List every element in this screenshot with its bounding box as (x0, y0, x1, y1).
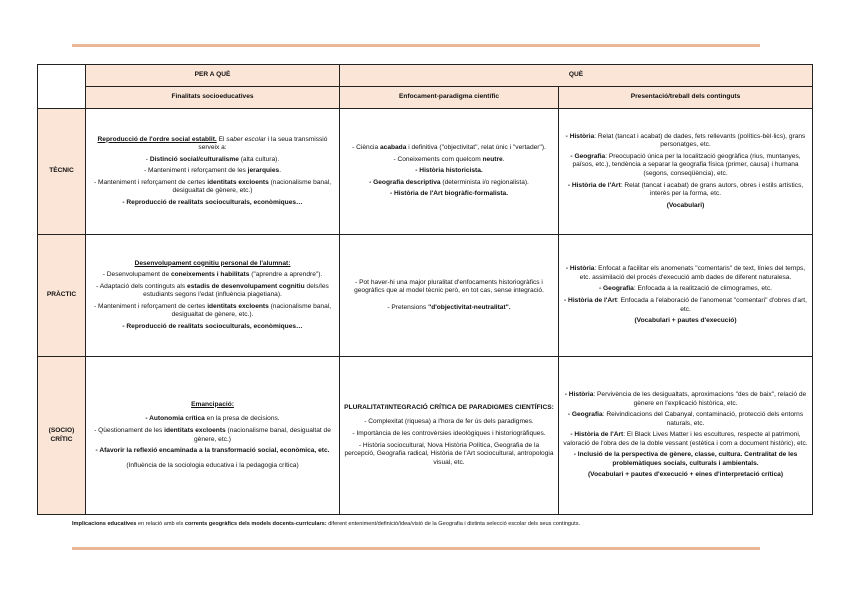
tecnic-presentacio-item-4: (Vocabulari) (666, 201, 705, 209)
critic-finalitats-item-2: - Qüestionament de les identitats excloents (nacionalisme banal, desigualtat de gènere, etc.) (94, 426, 331, 443)
header-finalitats: Finalitats socioeducatives (86, 87, 340, 109)
practic-presentacio-cell (559, 235, 813, 357)
tecnic-enfocament-item-2: - Coneixements com quelcom neutre. (393, 155, 505, 163)
tecnic-finalitats-cell (86, 109, 340, 235)
tecnic-finalitats-title: Reproducció de l'ordre social establit. (97, 135, 217, 143)
critic-presentacio-item-5: (Vocabulari + pautes d'execució + eines d'interpretació crítica) (587, 471, 784, 479)
practic-finalitats-title: Desenvolupament cognitiu personal de l'alumnat: (134, 259, 291, 267)
bottom-decorative-rule (72, 547, 760, 550)
curriculum-models-table (37, 64, 813, 515)
tecnic-enfocament-item-5: - Història de l'Art biogràfic-formalista. (389, 190, 509, 198)
tecnic-presentacio-item-2: - Geografia: Preocupació única per la localització geogràfica (rius, muntanyes, països, etc.), tendència a separar la geografia física (primer, causa) i humana (segons, conseqüència), etc. (570, 152, 801, 177)
corner-cell (38, 65, 86, 109)
header-que: QUÈ (340, 65, 813, 87)
practic-enfocament-item-2: - Pretensions "d'objectivitat-neutralitat". (387, 303, 511, 311)
tecnic-enfocament-item-4: - Geografia descriptiva (determinista i/o regionalista). (369, 178, 529, 186)
critic-presentacio-item-3: - Història de l'Art: El Black Lives Matter i les escultures, respecte al patrimoni, valoració de l'obra des de la doble vessant (estètica i com a document històric), etc. (563, 431, 808, 447)
critic-enfocament-item-1: - Complexitat (riquesa) a l'hora de fer ús dels paradigmes. (364, 418, 534, 426)
practic-presentacio-item-4: (Vocabulari + pautes d'execució) (634, 317, 737, 325)
row-practic (38, 235, 813, 357)
critic-finalitats-title: Emancipació: (191, 400, 234, 408)
critic-enfocament-cell (340, 357, 559, 515)
critic-finalitats-item-4: (Influència de la sociologia educativa i la pedagogia crítica) (126, 461, 299, 469)
header-per-a-que: PER A QUÈ (86, 65, 340, 87)
critic-enfocament-title: PLURALITAT/INTEGRACIÓ CRÍTICA DE PARADIGMES CIENTÍFICS: (344, 403, 554, 411)
practic-presentacio-item-2: - Geografia: Enfocada a la realització de climogrames, etc. (599, 285, 772, 293)
top-decorative-rule (72, 44, 760, 47)
practic-enfocament-cell (340, 235, 559, 357)
critic-presentacio-item-2: - Geografia: Reivindicacions del Cabanyal, contaminació, protecció dels entorns naturals, etc. (567, 411, 804, 427)
practic-finalitats-item-2: - Adaptació dels continguts als estadis de desenvolupament cognitiu dels/les estudiants segons l'edat (influència piagetiana). (96, 282, 329, 299)
tecnic-presentacio-item-3: - Història de l'Art: Relat (tancat i acabat) de grans autors, obres i estils artístics, interès per la forma, etc. (567, 181, 804, 198)
practic-finalitats-item-3: - Manteniment i reforçament de certes identitats excloents (nacionalisme banal, desigualtat de gènere, etc.). (93, 302, 332, 319)
tecnic-finalitats-item-3: - Manteniment i reforçament de certes identitats excloents (nacionalisme banal, desigualtat de gènere, etc.) (93, 178, 332, 195)
header-presentacio: Presentació/treball dels continguts (559, 87, 813, 109)
tecnic-enfocament-cell (340, 109, 559, 235)
tecnic-presentacio-cell (559, 109, 813, 235)
tecnic-finalitats-item-2: - Manteniment i reforçament de les jerarquies. (143, 167, 282, 175)
tecnic-presentacio-item-1: - Història: Relat (tancat i acabat) de dades, fets rellevants (polítics-bèl·lics), grans personatges, etc. (565, 132, 806, 149)
critic-presentacio-item-4: - Inclusió de la perspectiva de gènere, classe, cultura. Centralitat de les problemàtiques socials, culturals i ambientals. (573, 451, 798, 467)
row-label-tecnic: TÈCNIC (38, 109, 86, 235)
tecnic-enfocament-item-3: - Història historicista. (415, 167, 483, 175)
row-critic (38, 357, 813, 515)
row-tecnic (38, 109, 813, 235)
row-label-practic: PRÀCTIC (38, 235, 86, 357)
critic-presentacio-cell (559, 357, 813, 515)
critic-presentacio-item-1: - Història: Pervivència de les desigualtats, aproximacions "des de baix", relació de gènere en l'explicació històrica, etc. (564, 390, 807, 407)
tecnic-finalitats-item-4: - Reproducció de realitats socioculturals, econòmiques… (122, 198, 303, 206)
practic-finalitats-item-4: - Reproducció de realitats socioculturals, econòmiques… (122, 322, 303, 330)
practic-finalitats-cell (86, 235, 340, 357)
header-row-1 (38, 65, 813, 87)
critic-finalitats-item-3: - Afavorir la reflexió encaminada a la transformació social, econòmica, etc. (95, 447, 330, 455)
critic-finalitats-item-1: - Autonomia crítica en la presa de decisions. (145, 415, 280, 423)
practic-finalitats-item-1: - Desenvolupament de coneixements i habilitats ("aprendre a aprendre"). (102, 271, 323, 279)
footnote: Implicacions educatives en relació amb els corrents geogràfics dels models docents-curriculars: diferent enteniment/definició/idea/visió de la Geografia i distinta selecció escolar dels seus continguts. (72, 521, 581, 527)
tecnic-enfocament-item-1: - Ciència acabada i definitiva ("objectivitat", relat únic i "vertader"). (352, 144, 546, 152)
practic-enfocament-item-1: - Pot haver-hi una major pluralitat d'enfocaments historiogràfics i geogràfics que al model tècnic però, en tot cas, sense integració. (354, 278, 544, 295)
practic-presentacio-item-3: - Història de l'Art: Enfocada a l'elaboració de l'anomenat "comentari" d'obres d'art, etc. (564, 297, 807, 313)
header-row-2 (38, 87, 813, 109)
tecnic-finalitats-item-1: - Distinció social/culturalisme (alta cultura). (145, 155, 280, 163)
row-label-critic: (SOCIO) CRÍTIC (38, 357, 86, 515)
critic-enfocament-item-3: - Història sociocultural, Nova Història Política, Geografia de la percepció, Geografia radical, Història de l'Art sociocultural, antropologia visual, etc. (344, 441, 554, 466)
critic-finalitats-cell (86, 357, 340, 515)
header-enfocament: Enfocament-paradigma científic (340, 87, 559, 109)
critic-enfocament-item-2: - Importància de les controvèrsies ideològiques i historiogràfiques. (352, 429, 546, 437)
tecnic-finalitats-intro: Reproducció de l'ordre social establit. El saber escolar i la seua transmissió serveix a: (97, 135, 328, 152)
practic-presentacio-item-1: - Història: Enfocat a facilitar els anomenats "comentaris" de text, línies del temps, etc. assimilació del procés d'execució amb dades de diferent naturalesa. (565, 265, 806, 281)
